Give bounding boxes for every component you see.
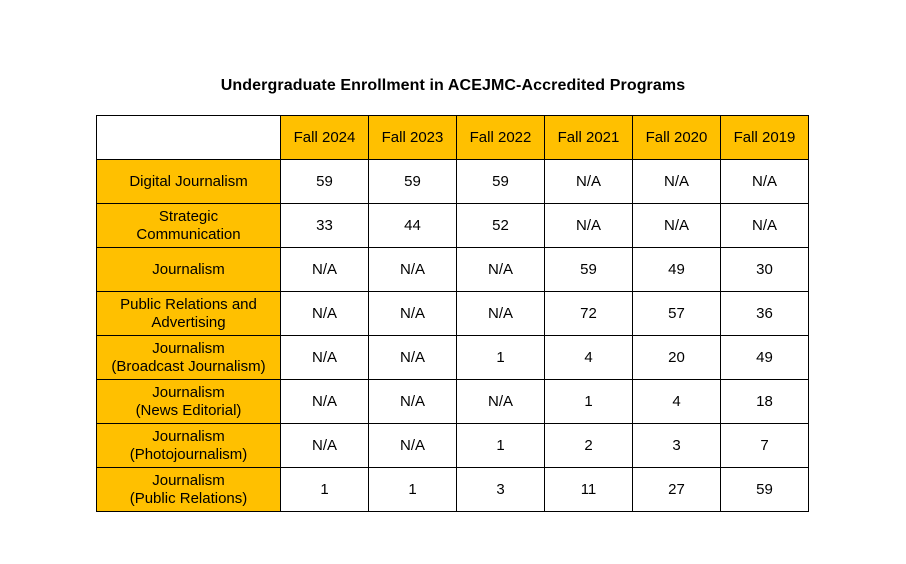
table-cell: 59	[721, 468, 809, 512]
row-label	[97, 160, 281, 204]
table-cell: N/A	[369, 248, 457, 292]
table-row	[97, 380, 809, 424]
table-cell: 2	[545, 424, 633, 468]
table-cell: N/A	[633, 160, 721, 204]
table-cell: 72	[545, 292, 633, 336]
table-cell: 36	[721, 292, 809, 336]
row-label-line-1: Digital Journalism	[129, 172, 248, 190]
row-label-line-1: Journalism	[152, 471, 225, 489]
row-label	[97, 292, 281, 336]
table-cell: 3	[457, 468, 545, 512]
table-cell: 49	[633, 248, 721, 292]
table-row	[97, 204, 809, 248]
table-cell: N/A	[457, 248, 545, 292]
table-cell: 30	[721, 248, 809, 292]
row-label-line-2: Communication	[136, 225, 241, 243]
table-cell: N/A	[369, 424, 457, 468]
table-cell: N/A	[457, 292, 545, 336]
row-label-line-2: (Public Relations)	[129, 489, 248, 507]
table-cell: N/A	[369, 380, 457, 424]
table-cell: N/A	[281, 380, 369, 424]
row-label-line-1: Journalism	[152, 339, 225, 357]
table-cell: 57	[633, 292, 721, 336]
row-label-line-1: Journalism	[152, 383, 225, 401]
column-header: Fall 2022	[457, 116, 545, 160]
table-cell: 4	[545, 336, 633, 380]
column-header: Fall 2021	[545, 116, 633, 160]
corner-cell	[97, 116, 281, 160]
table-cell: 1	[369, 468, 457, 512]
table-row	[97, 292, 809, 336]
table-cell: 3	[633, 424, 721, 468]
table-cell: N/A	[457, 380, 545, 424]
row-label-line-2: (Photojournalism)	[129, 445, 248, 463]
column-header: Fall 2023	[369, 116, 457, 160]
table-row	[97, 248, 809, 292]
table-cell: 18	[721, 380, 809, 424]
table-cell: N/A	[281, 248, 369, 292]
row-label	[97, 204, 281, 248]
table-cell: N/A	[281, 424, 369, 468]
row-label	[97, 336, 281, 380]
row-label-line-1: Journalism	[152, 427, 225, 445]
table-cell: 4	[633, 380, 721, 424]
column-header: Fall 2024	[281, 116, 369, 160]
column-header: Fall 2020	[633, 116, 721, 160]
column-header: Fall 2019	[721, 116, 809, 160]
row-label-line-1: Strategic	[158, 207, 219, 225]
row-label-line-1: Public Relations and	[120, 295, 257, 313]
table-cell: N/A	[721, 204, 809, 248]
table-cell: 1	[545, 380, 633, 424]
row-label	[97, 468, 281, 512]
table-cell: 44	[369, 204, 457, 248]
table-cell: 49	[721, 336, 809, 380]
row-label	[97, 248, 281, 292]
table-cell: 1	[457, 424, 545, 468]
table-cell: 11	[545, 468, 633, 512]
table-cell: 1	[281, 468, 369, 512]
table-title: Undergraduate Enrollment in ACEJMC-Accredited Programs	[220, 77, 686, 94]
row-label-line-2: Advertising	[151, 313, 226, 331]
table-cell: N/A	[545, 204, 633, 248]
table-cell: 20	[633, 336, 721, 380]
row-label-line-1: Journalism	[152, 260, 225, 278]
table-cell: N/A	[633, 204, 721, 248]
row-label	[97, 424, 281, 468]
table-cell: 59	[545, 248, 633, 292]
table-cell: 27	[633, 468, 721, 512]
table-body	[97, 116, 809, 512]
table-cell: N/A	[721, 160, 809, 204]
table-row	[97, 160, 809, 204]
row-label	[97, 380, 281, 424]
table-cell: N/A	[369, 336, 457, 380]
header-row	[97, 116, 809, 160]
table-cell: N/A	[545, 160, 633, 204]
table-cell: 52	[457, 204, 545, 248]
table-cell: 7	[721, 424, 809, 468]
table-cell: N/A	[281, 292, 369, 336]
table-cell: 59	[457, 160, 545, 204]
table-row	[97, 468, 809, 512]
table-row	[97, 336, 809, 380]
table-cell: N/A	[369, 292, 457, 336]
table-cell: 33	[281, 204, 369, 248]
table-cell: 59	[281, 160, 369, 204]
row-label-line-2: (Broadcast Journalism)	[111, 357, 266, 375]
table-cell: N/A	[281, 336, 369, 380]
row-label-line-2: (News Editorial)	[135, 401, 242, 419]
table-row	[97, 424, 809, 468]
table-cell: 1	[457, 336, 545, 380]
enrollment-table	[96, 115, 809, 512]
table-cell: 59	[369, 160, 457, 204]
